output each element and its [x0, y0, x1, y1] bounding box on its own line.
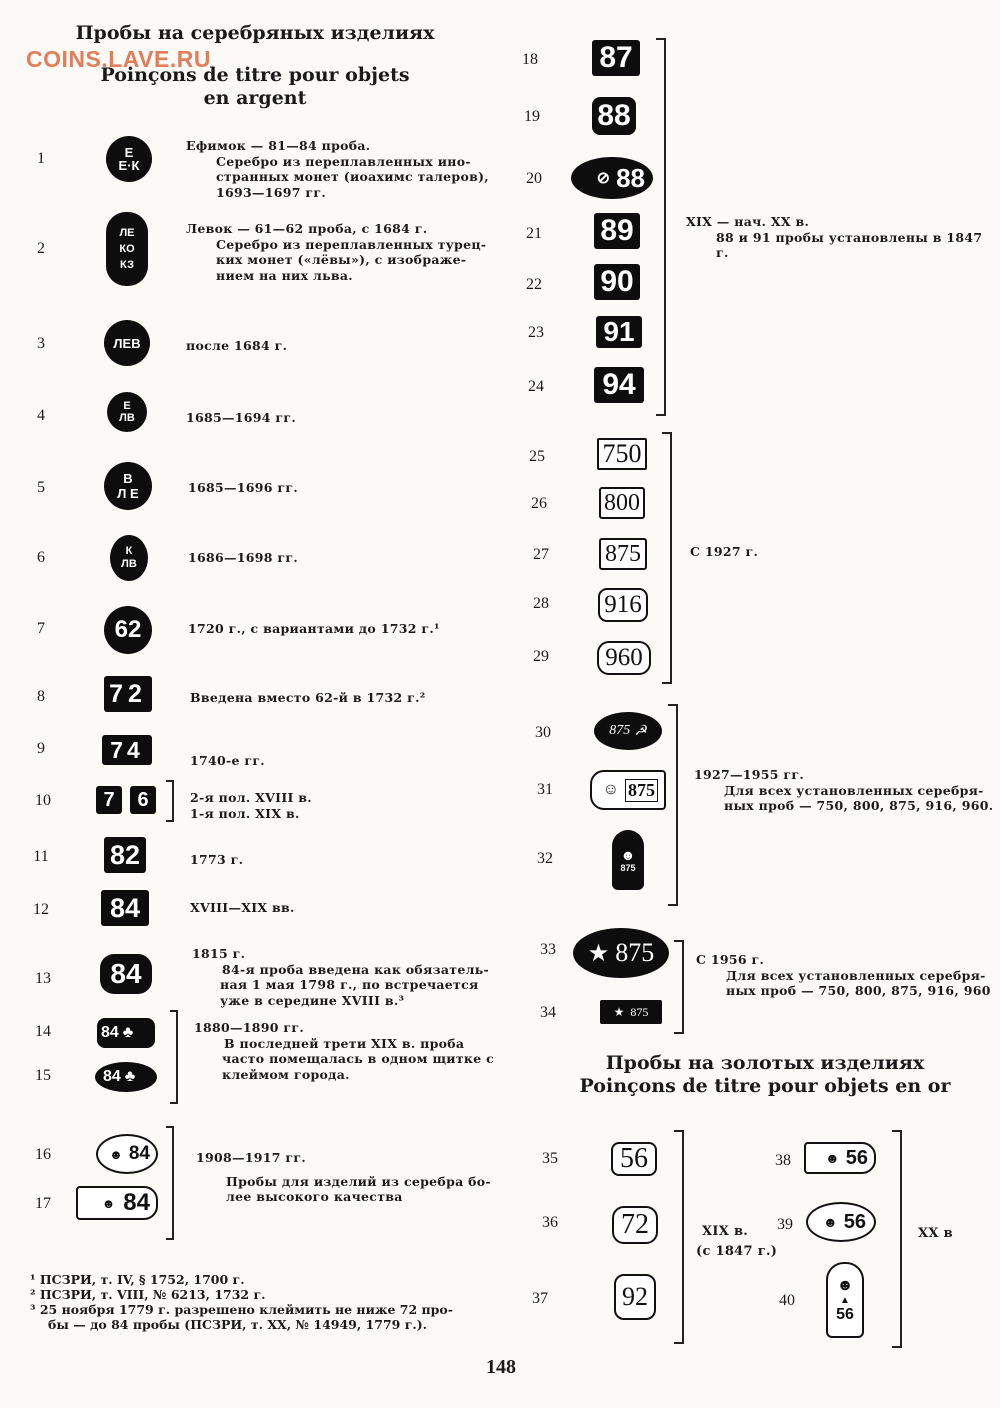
- item-description: Введена вместо 62-й в 1732 г.²: [190, 690, 426, 705]
- silver-title: [60, 22, 450, 110]
- hallmark-89: 89: [594, 213, 640, 249]
- item-number: 9: [37, 740, 45, 757]
- item-description: 1685—1696 гг.: [188, 480, 299, 495]
- bracket: [166, 780, 174, 822]
- item-number: 16: [35, 1146, 51, 1163]
- triangle-icon: ▲: [840, 1294, 850, 1306]
- item-number: 37: [532, 1290, 548, 1307]
- item-number: 19: [524, 108, 540, 125]
- item-number: 40: [779, 1292, 795, 1309]
- hallmark-84: 84: [100, 954, 152, 994]
- item-description: 1773 г.: [190, 852, 244, 867]
- group-description: XX в: [918, 1226, 953, 1241]
- item-number: 36: [542, 1214, 558, 1231]
- group-description: С 1927 г.: [690, 544, 759, 559]
- hallmark: В Л Е: [104, 462, 152, 510]
- hallmark-7: 7: [96, 786, 122, 814]
- item-number: 7: [37, 620, 45, 637]
- item-number: 17: [35, 1195, 51, 1212]
- footnote-3-cont: бы — до 84 пробы (ПСЗРИ, т. XX, № 14949, 1779 г.).: [48, 1317, 427, 1332]
- hallmark-800: 800: [599, 487, 645, 519]
- item-number: 11: [33, 848, 49, 865]
- gold-title-ru: Пробы на золотых изделиях: [605, 1052, 925, 1074]
- item-number: 1: [37, 150, 45, 167]
- bracket: [674, 940, 684, 1034]
- item-number: 28: [533, 595, 549, 612]
- hallmark-960: 960: [597, 641, 651, 675]
- hallmark: К ЛВ: [110, 535, 148, 581]
- item-description: 2-я пол. XVIII в. 1-я пол. XIX в.: [190, 790, 312, 821]
- hallmark-74: 74: [102, 735, 152, 765]
- star-icon: ★: [613, 1004, 625, 1019]
- hallmark-875-worker: ☺ 875: [590, 770, 666, 810]
- state-emblem-icon: ⊘: [596, 170, 611, 187]
- hallmark-875-vertical: ☻ 875: [612, 830, 644, 890]
- hallmark: Е ЛВ: [107, 392, 147, 432]
- item-number: 39: [777, 1216, 793, 1233]
- bracket: [656, 38, 666, 416]
- item-number: 18: [522, 51, 538, 68]
- hallmark-82: 82: [104, 837, 146, 873]
- hallmark-84-city: 84 ♣: [95, 1062, 157, 1092]
- bracket: [166, 1126, 174, 1240]
- item-number: 38: [775, 1152, 791, 1169]
- item-number: 34: [540, 1004, 556, 1021]
- item-number: 8: [37, 688, 45, 705]
- hallmark-875-star: ★ 875: [573, 928, 669, 978]
- hallmark-gold-56-kokoshnik: ☻ 56: [804, 1142, 876, 1174]
- item-number: 29: [533, 648, 549, 665]
- item-description: 1686—1698 гг.: [188, 550, 299, 565]
- hallmark-88: 88: [592, 97, 636, 135]
- item-description: Левок — 61—62 проба, с 1684 г. Серебро из переплавленных турец- ких монет («лёвы»), с изображе- нием на них льва.: [186, 221, 487, 283]
- hallmark-916: 916: [598, 588, 648, 622]
- item-number: 13: [35, 970, 51, 987]
- hallmark-91: 91: [596, 316, 642, 348]
- item-description: Ефимок — 81—84 проба. Серебро из переплавленных ино- странных монет (иоахимс талеров), 1693—1697 гг.: [186, 138, 489, 200]
- kokoshnik-head-icon: ☻: [109, 1146, 123, 1162]
- bracket: [892, 1130, 902, 1348]
- item-number: 14: [35, 1023, 51, 1040]
- hammer-sickle-icon: ☭: [634, 723, 647, 739]
- item-number: 31: [537, 781, 553, 798]
- hallmark-levok: ЛЕ КО КЗ: [106, 212, 148, 286]
- item-description: 1880—1890 гг. В последней трети XIX в. проба часто помещалась в одном щитке с клеймом города.: [194, 1020, 495, 1082]
- item-number: 23: [528, 324, 544, 341]
- kokoshnik-head-icon: ☻: [823, 1214, 838, 1230]
- silver-title-fr-1: Poinçons de titre pour objets: [100, 64, 410, 86]
- bracket: [662, 432, 672, 684]
- hallmark-gold-72: 72: [612, 1206, 658, 1244]
- star-icon: ★: [587, 940, 610, 967]
- hallmark-875-star-small: ★ 875: [600, 1000, 662, 1024]
- item-number: 15: [35, 1067, 51, 1084]
- item-number: 20: [526, 170, 542, 187]
- item-description: после 1684 г.: [186, 338, 288, 353]
- hallmark-lev: ЛЕВ: [104, 320, 150, 366]
- item-number: 27: [533, 546, 549, 563]
- item-number: 5: [37, 479, 45, 496]
- kokoshnik-head-icon: ☻: [825, 1150, 840, 1166]
- silver-title-ru: Пробы на серебряных изделиях: [75, 22, 435, 44]
- item-number: 10: [35, 792, 51, 809]
- hallmark-gold-92: 92: [614, 1274, 656, 1320]
- item-number: 3: [37, 335, 45, 352]
- group-description: 1927—1955 гг. Для всех установленных серебря- ных проб — 750, 800, 875, 916, 960.: [694, 767, 994, 813]
- kokoshnik-head-icon: ☻: [836, 1276, 854, 1294]
- item-description: XVIII—XIX вв.: [190, 900, 295, 915]
- footnote-1: ¹ ПСЗРИ, т. IV, § 1752, 1700 г.: [30, 1272, 245, 1287]
- bracket: [170, 1010, 178, 1104]
- hallmark-gold-56-vertical: ☻ ▲ 56: [826, 1262, 864, 1338]
- hallmark-875: 875: [599, 538, 647, 570]
- group-description: XIX — нач. XX в. 88 и 91 пробы установлены в 1847 г.: [686, 214, 983, 260]
- kokoshnik-head-icon: ☻: [101, 1195, 116, 1211]
- group-description: XIX в. (с 1847 г.): [696, 1224, 778, 1259]
- bracket: [668, 704, 678, 906]
- footnote-3: ³ 25 ноября 1779 г. разрешено клеймить не ниже 72 про-: [30, 1302, 453, 1317]
- hallmark-90: 90: [594, 264, 640, 300]
- hallmark-kokoshnik-84: ☻ 84: [76, 1186, 158, 1220]
- hallmark-94: 94: [594, 367, 644, 403]
- group-description: С 1956 г. Для всех установленных серебря- ных проб — 750, 800, 875, 916, 960: [696, 952, 991, 998]
- item-number: 26: [531, 495, 547, 512]
- hallmark-84-city: 84 ♣: [97, 1018, 155, 1048]
- silver-title-fr-2: en argent: [203, 87, 307, 109]
- item-number: 32: [537, 850, 553, 867]
- hallmark-875-oval: 875 ☭: [594, 712, 662, 750]
- worker-head-icon: ☻: [620, 847, 636, 863]
- item-description: 1720 г., с вариантами до 1732 г.¹: [188, 621, 440, 636]
- item-number: 24: [528, 378, 544, 395]
- hallmark-72: 72: [104, 676, 152, 712]
- hallmark-gold-56: 56: [611, 1142, 657, 1176]
- item-number: 21: [526, 225, 542, 242]
- gold-title-fr: Poinçons de titre pour objets en or: [579, 1075, 951, 1097]
- item-description: 1908—1917 гг. Пробы для изделий из серебра бо- лее высокого качества: [196, 1150, 491, 1204]
- item-number: 30: [535, 724, 551, 741]
- item-number: 22: [526, 276, 542, 293]
- item-number: 35: [542, 1150, 558, 1167]
- gold-title: [560, 1052, 970, 1098]
- item-description: 1740-е гг.: [190, 753, 265, 768]
- hallmark-efimok: Ε Е·К: [106, 136, 152, 182]
- hallmark-kokoshnik-84: ☻ 84: [96, 1134, 158, 1174]
- city-mark-icon: ♣: [122, 1024, 134, 1041]
- hallmark-88-oval: ⊘ 88: [571, 157, 653, 199]
- hallmark-62: 62: [104, 606, 152, 654]
- item-description: 1685—1694 гг.: [186, 410, 297, 425]
- item-number: 12: [33, 901, 49, 918]
- item-number: 6: [37, 549, 45, 566]
- hallmark-87: 87: [592, 40, 640, 76]
- page-number: 148: [486, 1356, 516, 1378]
- hallmark-750: 750: [597, 438, 647, 470]
- footnotes: [30, 1272, 510, 1332]
- city-mark-icon: ♣: [124, 1068, 136, 1085]
- footnote-2: ² ПСЗРИ, т. VIII, № 6213, 1732 г.: [30, 1287, 266, 1302]
- item-number: 2: [37, 240, 45, 257]
- hallmark-gold-56-oval: ☻ 56: [806, 1202, 876, 1242]
- item-number: 25: [529, 448, 545, 465]
- item-number: 4: [37, 407, 45, 424]
- item-number: 33: [540, 941, 556, 958]
- hallmark-6: 6: [130, 786, 156, 814]
- hallmark-84: 84: [101, 890, 149, 926]
- item-description: 1815 г. 84-я проба введена как обязатель- ная 1 мая 1798 г., по встречается уже в середине XVIII в.³: [192, 946, 489, 1008]
- bracket: [674, 1130, 684, 1344]
- watermark: COINS.LAVE.RU: [26, 46, 211, 72]
- worker-head-icon: ☺: [602, 781, 619, 798]
